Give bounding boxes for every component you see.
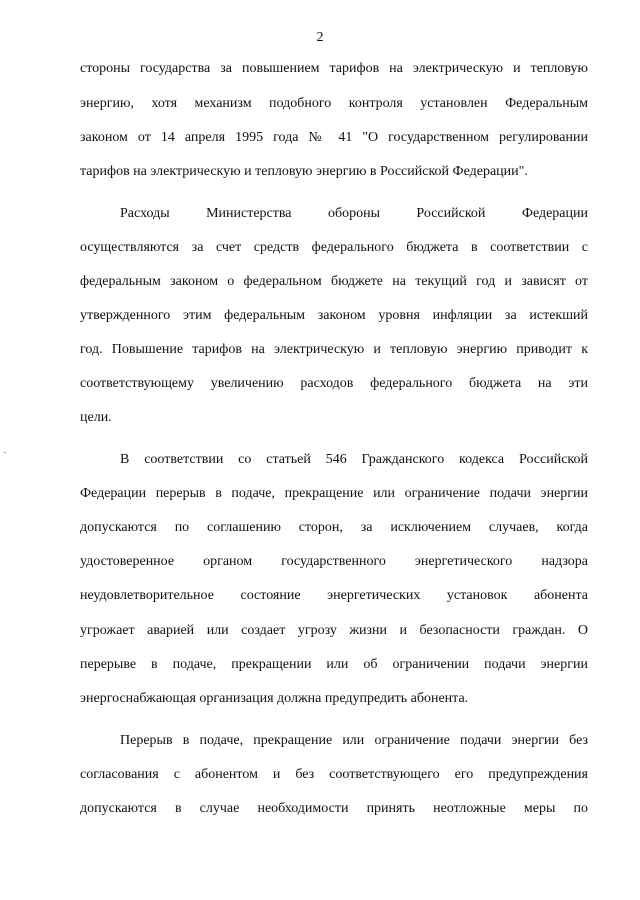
text-line: осуществляются за счет средств федерального бюджета в соответствии с	[80, 240, 588, 255]
text-line: удостоверенное органом государственного энергетического надзора	[80, 554, 588, 569]
text-line: энергоснабжающая организация должна предупредить абонента.	[80, 691, 469, 706]
text-line: перерыве в подаче, прекращении или об ограничении подачи энергии	[80, 657, 588, 672]
text-line: допускаются в случае необходимости принять неотложные меры по	[80, 801, 588, 816]
text-line: В соответствии со статьей 546 Гражданского кодекса Российской	[120, 452, 588, 467]
text-line: утвержденного этим федеральным законом уровня инфляции за истекший	[80, 308, 588, 323]
text-line: неудовлетворительное состояние энергетических установок абонента	[80, 588, 588, 603]
text-line: Перерыв в подаче, прекращение или ограничение подачи энергии без	[120, 733, 588, 748]
text-line: федеральным законом о федеральном бюджете на текущий год и зависят от	[80, 274, 588, 289]
text-line: год. Повышение тарифов на электрическую и тепловую энергию приводит к	[80, 342, 588, 357]
text-line: угрожает аварией или создает угрозу жизни и безопасности граждан. О	[80, 623, 588, 638]
text-line: энергию, хотя механизм подобного контроля установлен Федеральным	[80, 96, 588, 111]
text-line: тарифов на электрическую и тепловую энергию в Российской Федерации".	[80, 164, 528, 179]
scan-margin-mark	[4, 452, 6, 453]
text-line: стороны государства за повышением тарифов на электрическую и тепловую	[80, 61, 588, 76]
text-line: законом от 14 апреля 1995 года № 41 "О государственном регулировании	[80, 130, 588, 145]
page-number: 2	[316, 30, 324, 45]
text-line: Федерации перерыв в подаче, прекращение или ограничение подачи энергии	[80, 486, 588, 501]
text-line: допускаются по соглашению сторон, за исключением случаев, когда	[80, 520, 588, 535]
text-line: Расходы Министерства обороны Российской Федерации	[120, 206, 588, 221]
text-line: согласования с абонентом и без соответствующего его предупреждения	[80, 767, 588, 782]
text-line: соответствующему увеличению расходов федерального бюджета на эти	[80, 376, 588, 391]
text-line: цели.	[80, 410, 112, 425]
